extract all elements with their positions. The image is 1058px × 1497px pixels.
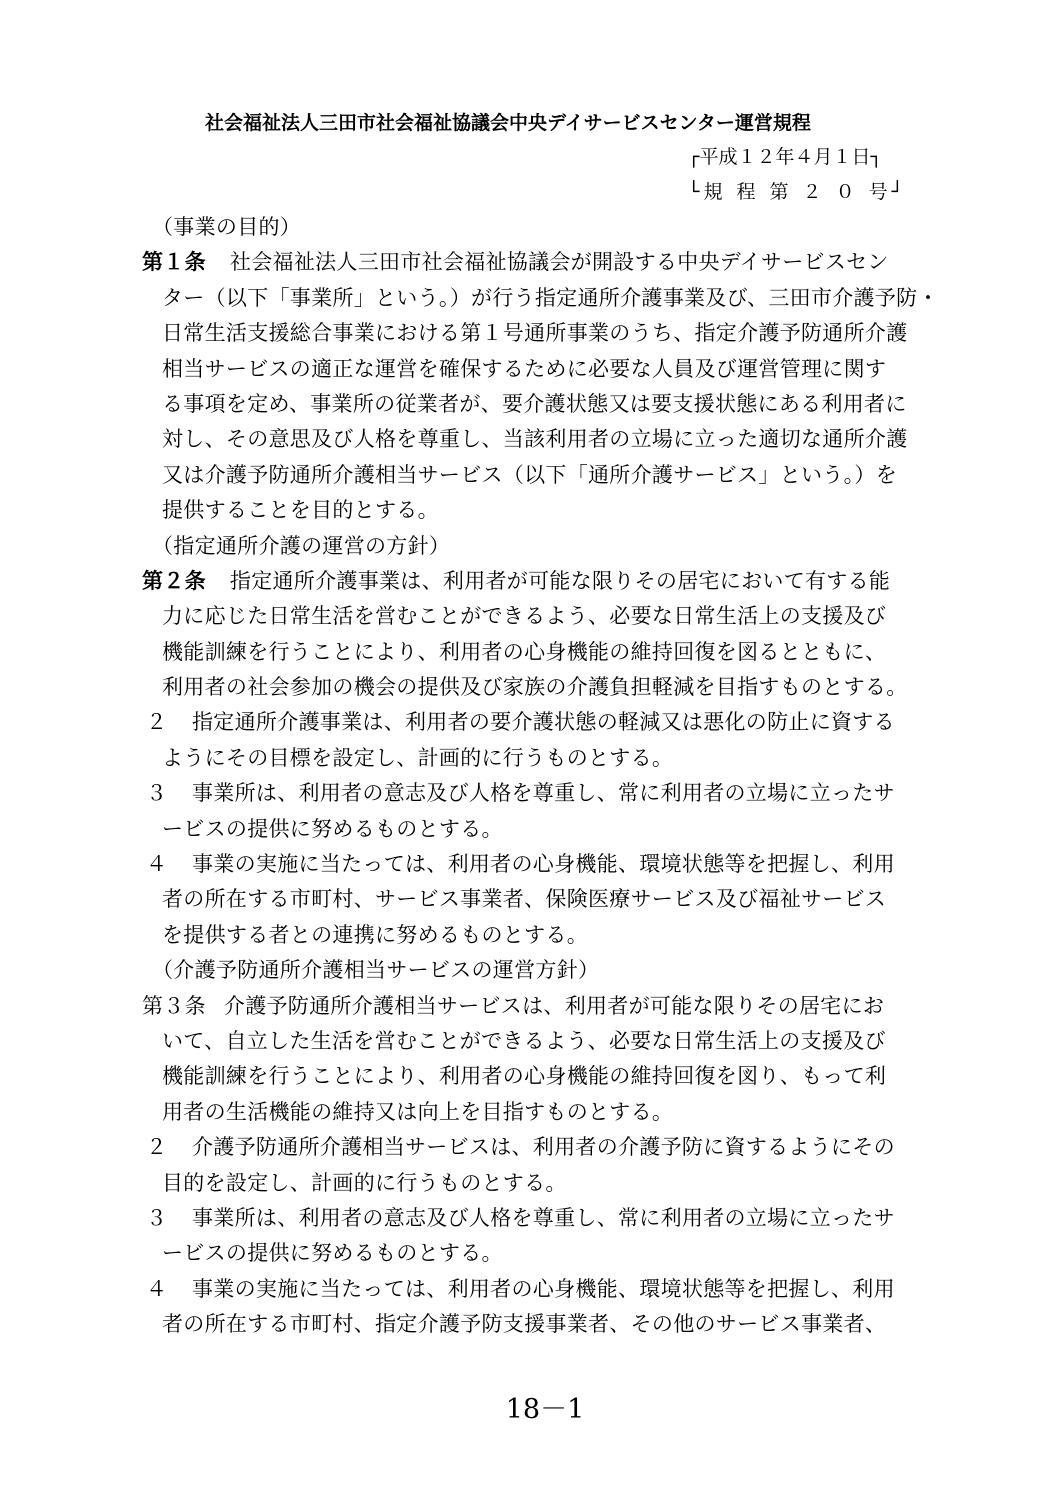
article-text: 介護予防通所介護相当サービスは、利用者が可能な限りその居宅にお <box>223 993 885 1018</box>
article-text-line: 対し、その意思及び人格を尊重し、当該利用者の立場に立った適切な通所介護 <box>162 427 908 452</box>
section-heading: （事業の目的） <box>152 215 302 239</box>
article-number: 第３条 <box>142 993 206 1018</box>
page-number: 18－1 <box>505 1394 585 1425</box>
section-heading: （介護予防通所介護相当サービスの運営方針） <box>152 958 600 983</box>
paragraph-number: ３ <box>146 1205 168 1230</box>
article-text-line: 力に応じた日常生活を営むことができるよう、必要な日常生活上の支援及び <box>162 604 887 629</box>
paragraph-number: ４ <box>146 1276 168 1301</box>
article-text-line: ター（以下「事業所」という。）が行う指定通所介護事業及び、三田市介護予防・ <box>162 285 939 310</box>
paragraph-number: ４ <box>146 852 168 877</box>
article-first-line <box>142 989 972 1024</box>
paragraph-text: 事業所は、利用者の意志及び人格を尊重し、常に利用者の立場に立ったサ <box>192 1205 895 1230</box>
paragraph-text-line: ようにその目標を設定し、計画的に行うものとする。 <box>162 745 674 770</box>
paragraph-item <box>142 847 972 882</box>
paragraph-text: 介護予防通所介護相当サービスは、利用者の介護予防に資するようにその <box>192 1135 895 1160</box>
paragraph-text-line: 者の所在する市町村、サービス事業者、保険医療サービス及び福祉サービス <box>162 887 887 912</box>
paragraph-number: ２ <box>146 710 168 735</box>
paragraph-item <box>142 776 972 811</box>
article-text-line: いて、自立した生活を営むことができるよう、必要な日常生活上の支援及び <box>162 1028 886 1053</box>
article-text-line: 利用者の社会参加の機会の提供及び家族の介護負担軽減を目指すものとする。 <box>162 675 908 700</box>
enactment-date: ┌平成１２年４月１日┐ <box>688 146 882 168</box>
paragraph-text: 事業所は、利用者の意志及び人格を尊重し、常に利用者の立場に立ったサ <box>192 781 895 806</box>
article-text-line: 日常生活支援総合事業における第１号通所事業のうち、指定介護予防通所介護 <box>162 321 908 346</box>
section-heading: （指定通所介護の運営の方針） <box>152 533 451 558</box>
article-text-line: 機能訓練を行うことにより、利用者の心身機能の維持回復を図り、もって利 <box>162 1064 887 1089</box>
paragraph-text-line: ービスの提供に努めるものとする。 <box>162 1241 503 1266</box>
paragraph-item <box>142 1130 972 1165</box>
article-text: 社会福祉法人三田市社会福祉協議会が開設する中央デイサービスセン <box>229 250 889 275</box>
document-body <box>142 210 972 1343</box>
paragraph-text-line: 目的を設定し、計画的に行うものとする。 <box>162 1170 567 1195</box>
regulation-number: └規 程 第 ２ ０ 号┘ <box>688 181 908 203</box>
paragraph-item <box>142 1201 972 1236</box>
paragraph-number: ２ <box>146 1135 168 1160</box>
article-first-line <box>142 245 972 280</box>
document-title: 社会福祉法人三田市社会福祉協議会中央デイサービスセンター運営規程 <box>205 112 811 134</box>
paragraph-item <box>142 1272 972 1307</box>
article-text-line: 相当サービスの適正な運営を確保するために必要な人員及び運営管理に関す <box>162 356 887 381</box>
article-text: 指定通所介護事業は、利用者が可能な限りその居宅において有する能 <box>229 568 891 593</box>
paragraph-text-line: ービスの提供に努めるものとする。 <box>162 816 503 841</box>
paragraph-text: 事業の実施に当たっては、利用者の心身機能、環境状態等を把握し、利用 <box>192 1276 895 1301</box>
article-text-line: 機能訓練を行うことにより、利用者の心身機能の維持回復を図るとともに、 <box>162 639 887 664</box>
article-text-line: 又は介護予防通所介護相当サービス（以下「通所介護サービス」という。）を <box>162 462 897 487</box>
article-first-line <box>142 564 972 599</box>
article-number: 第２条 <box>142 568 206 593</box>
paragraph-text: 事業の実施に当たっては、利用者の心身機能、環境状態等を把握し、利用 <box>192 852 895 877</box>
paragraph-number: ３ <box>146 781 168 806</box>
article-text-line: る事項を定め、事業所の従業者が、要介護状態又は要支援状態にある利用者に <box>162 391 907 416</box>
article-text-line: 用者の生活機能の維持又は向上を目指すものとする。 <box>162 1099 674 1124</box>
paragraph-item <box>142 705 972 740</box>
paragraph-text-line: 者の所在する市町村、指定介護予防支援事業者、その他のサービス事業者、 <box>162 1312 887 1337</box>
article-number: 第１条 <box>142 250 206 275</box>
paragraph-text: 指定通所介護事業は、利用者の要介護状態の軽減又は悪化の防止に資する <box>192 710 895 735</box>
paragraph-text-line: を提供する者との連携に努めるものとする。 <box>162 922 588 947</box>
article-text-line: 提供することを目的とする。 <box>162 498 439 523</box>
